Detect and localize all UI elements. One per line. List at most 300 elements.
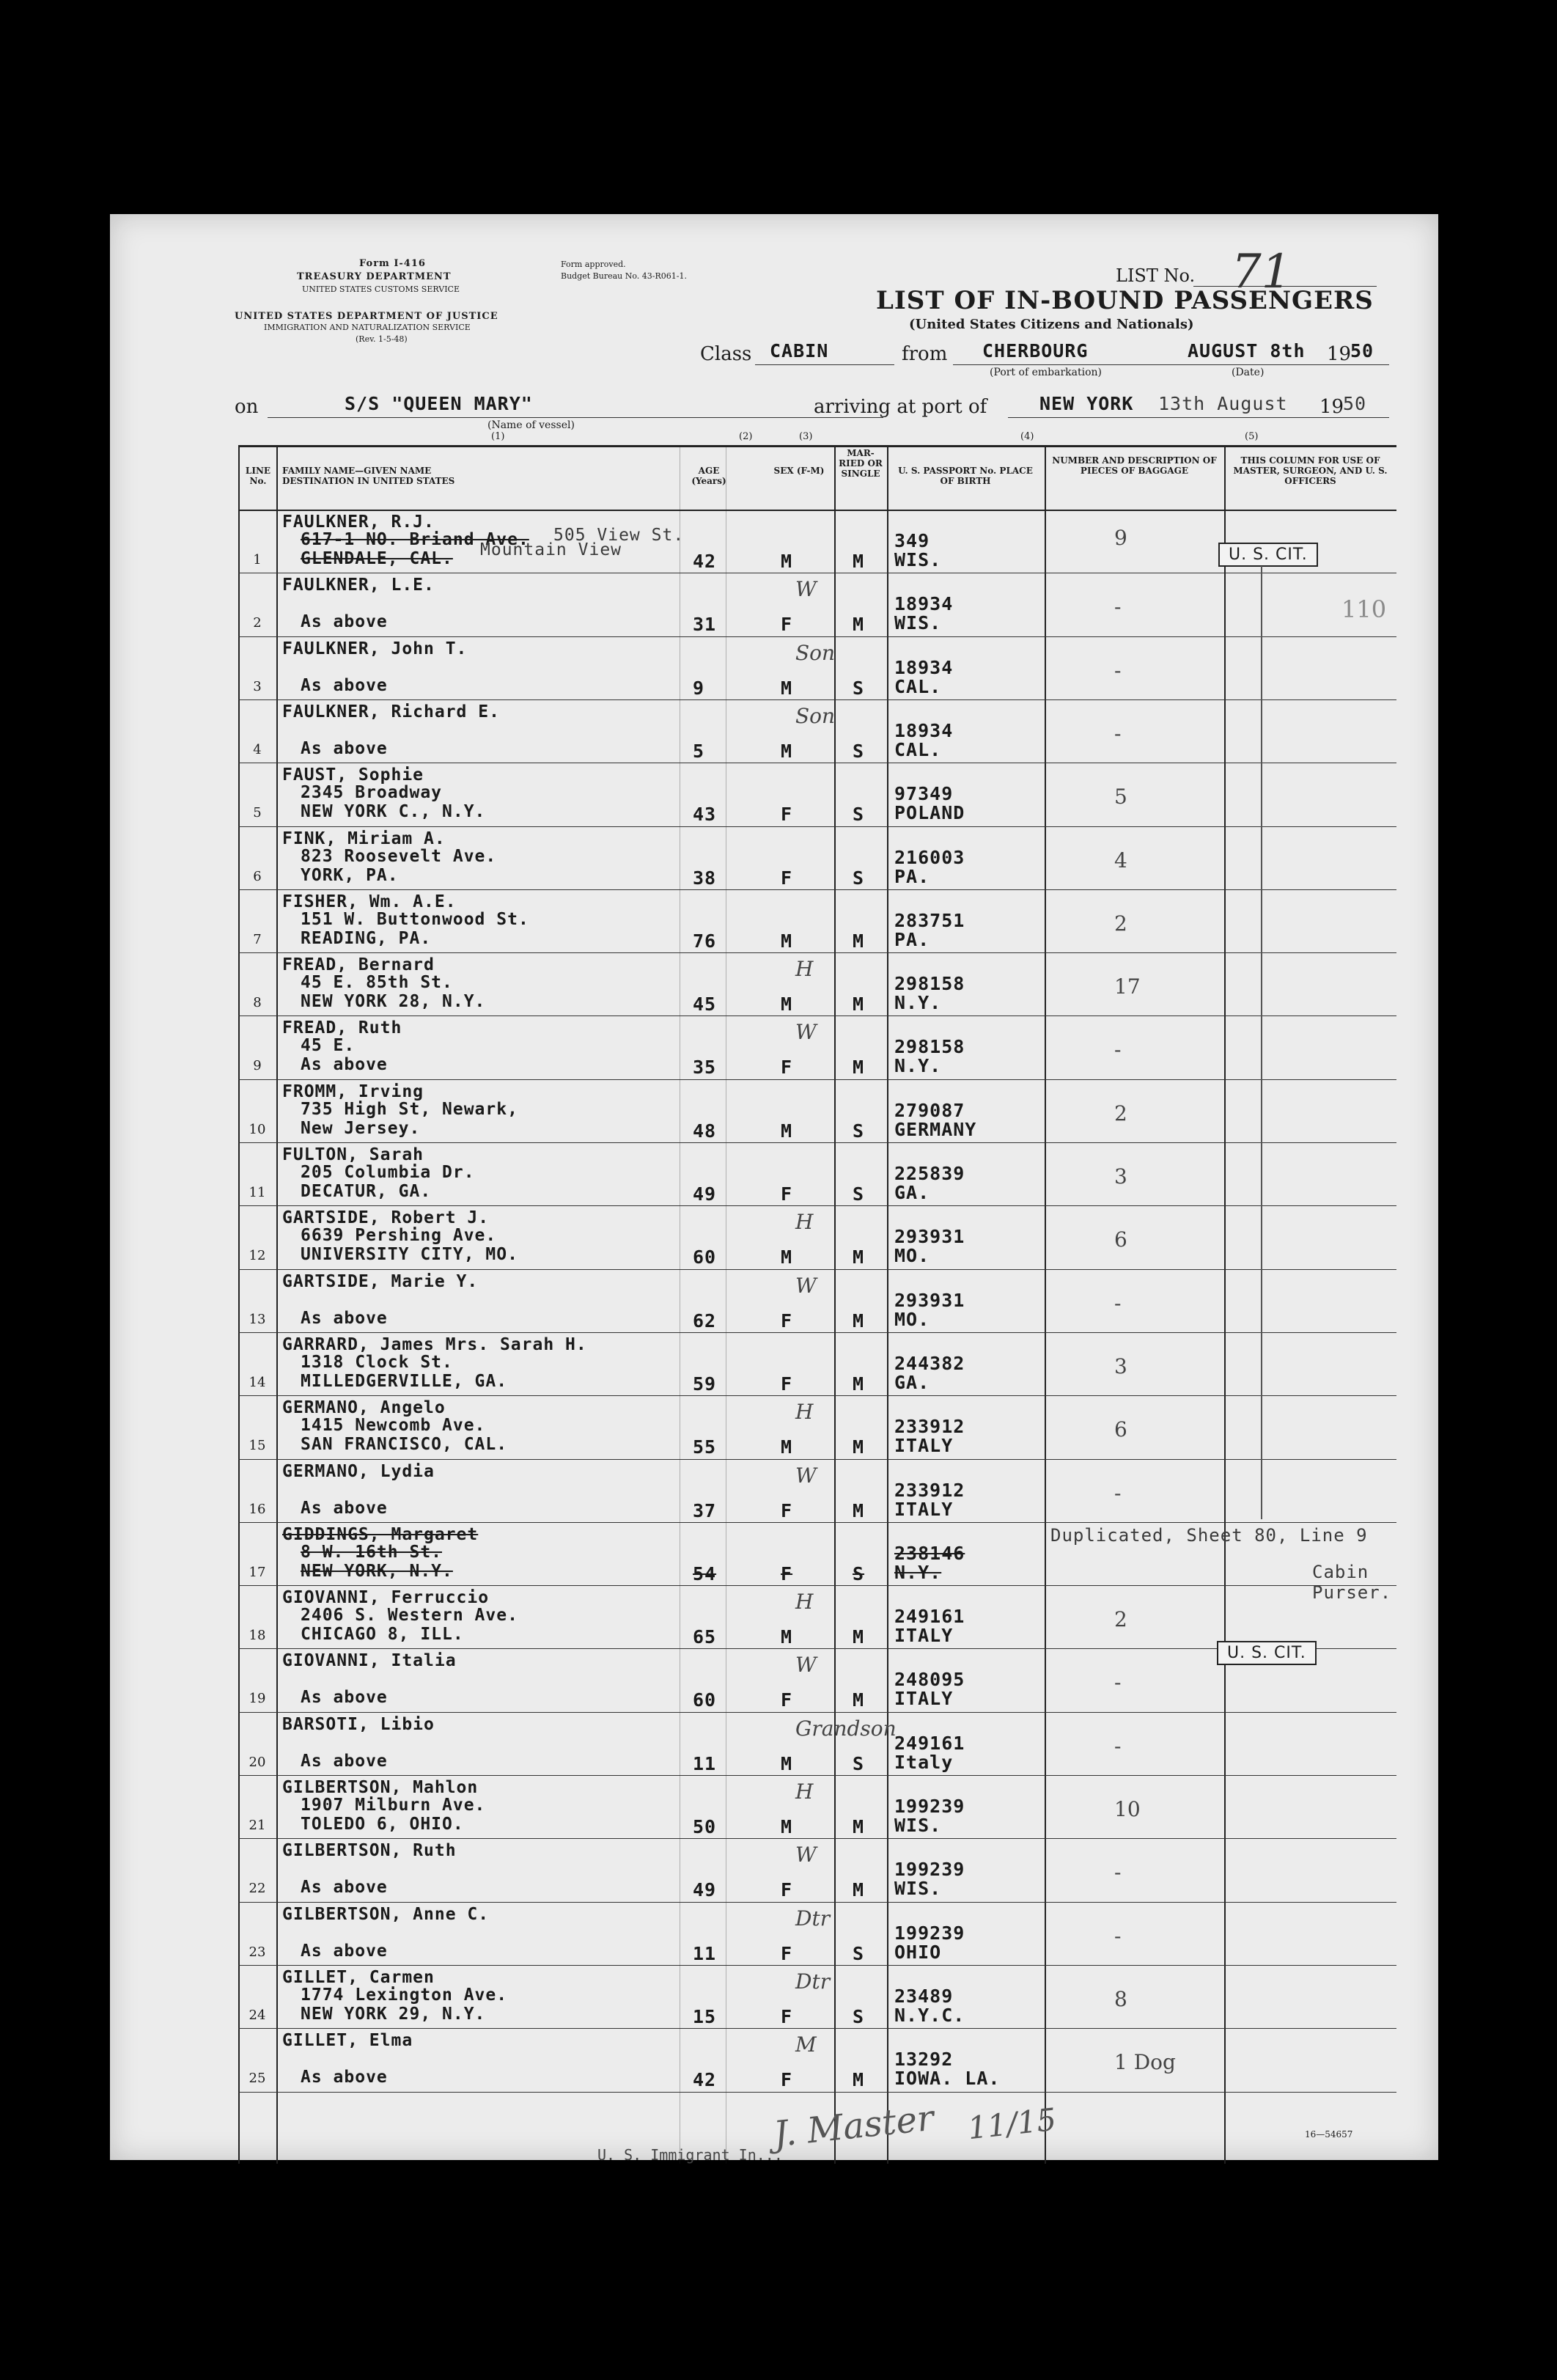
passport-number: 238146 [894, 1542, 965, 1564]
passport-number: 216003 [894, 846, 965, 868]
marital-status: S [853, 677, 865, 699]
col-header-line: LINE No. [245, 466, 271, 486]
address-line: 735 High St, Newark, [301, 1099, 518, 1119]
line-number: 6 [253, 868, 262, 884]
line-number: 14 [249, 1374, 266, 1390]
age: 55 [693, 1436, 717, 1458]
line-number: 16 [249, 1501, 266, 1517]
passport-number: 279087 [894, 1099, 965, 1121]
sex: M [781, 677, 793, 699]
marital-status: S [853, 1183, 865, 1205]
age: 49 [693, 1183, 717, 1205]
passport-number: 97349 [894, 783, 954, 805]
age: 37 [693, 1499, 717, 1521]
place-of-birth: MO. [894, 1308, 930, 1330]
table-row [238, 1142, 1396, 1205]
arrival-year: 50 [1343, 393, 1367, 414]
relationship-note: H [795, 1210, 814, 1235]
table-row [238, 1712, 1396, 1775]
age: 35 [693, 1057, 717, 1079]
customs-service: UNITED STATES CUSTOMS SERVICE [302, 284, 460, 294]
relationship-note: Dtr [795, 1906, 831, 1931]
us-citizen-stamp: U. S. CIT. [1217, 1641, 1317, 1665]
arrival-date: 13th August [1158, 393, 1288, 414]
col-header-age: AGE (Years) [691, 466, 726, 486]
destination: As above [301, 1751, 388, 1771]
marital-status: S [853, 1562, 865, 1584]
place-of-birth: PA. [894, 928, 930, 950]
bracket-line [1261, 566, 1262, 1519]
age: 45 [693, 993, 717, 1015]
table-row [238, 1965, 1396, 2028]
destination: DECATUR, GA. [301, 1182, 432, 1201]
address-line: 1907 Milburn Ave. [301, 1796, 486, 1815]
sex: M [781, 1752, 793, 1774]
passport-number: 23489 [894, 1985, 954, 2007]
place-of-birth: ITALY [894, 1498, 954, 1520]
line-number: 25 [249, 2071, 266, 2087]
baggage-count: 6 [1114, 1417, 1127, 1442]
place-of-birth: ITALY [894, 1625, 954, 1647]
baggage-count: - [1114, 1670, 1122, 1695]
passenger-name: GERMANO, Lydia [282, 1461, 435, 1481]
table-row [238, 573, 1396, 636]
passport-number: 199239 [894, 1796, 965, 1817]
treasury-dept: TREASURY DEPARTMENT [297, 271, 452, 282]
relationship-note: Son [795, 640, 836, 665]
us-citizen-stamp: U. S. CIT. [1218, 543, 1318, 567]
relationship-note: W [795, 1273, 817, 1298]
line-number: 19 [249, 1691, 266, 1707]
arriving-label: arriving at port of [814, 396, 987, 418]
relationship-note: Grandson [795, 1716, 897, 1741]
destination: NEW YORK 29, N.Y. [301, 2004, 486, 2024]
passport-number: 13292 [894, 2049, 954, 2071]
address-line: 45 E. [301, 1036, 356, 1056]
passenger-name: FREAD, Bernard [282, 955, 435, 975]
line-number: 18 [249, 1628, 266, 1644]
marital-status: S [853, 1752, 865, 1774]
marital-status: M [853, 2069, 865, 2091]
relationship-note: H [795, 1590, 814, 1615]
place-of-birth: GERMANY [894, 1118, 977, 1140]
relationship-note: M [795, 2032, 817, 2057]
marital-status: M [853, 1373, 865, 1395]
passenger-name: GILBERTSON, Anne C. [282, 1904, 490, 1924]
col-number-1: (1) [491, 431, 505, 442]
marital-status: M [853, 1689, 865, 1711]
address-line: 1415 Newcomb Ave. [301, 1416, 486, 1436]
line-number: 12 [249, 1248, 266, 1264]
passenger-name: GARTSIDE, Marie Y. [282, 1271, 479, 1291]
list-no-value: 71 [1232, 245, 1292, 299]
table-row [238, 636, 1396, 699]
col-header-baggage: NUMBER AND DESCRIPTION OF PIECES OF BAGGAGE [1052, 455, 1217, 476]
relationship-note: Son [795, 703, 836, 728]
table-row [238, 1269, 1396, 1332]
passport-number: 199239 [894, 1922, 965, 1944]
passport-number: 233912 [894, 1416, 965, 1438]
sex: F [781, 1562, 793, 1584]
baggage-count: - [1114, 1923, 1122, 1948]
destination: As above [301, 1941, 388, 1961]
baggage-count: 1 Dog [1114, 2050, 1176, 2075]
passport-number: 283751 [894, 909, 965, 931]
passenger-name: GIDDINGS, Margaret [282, 1524, 479, 1544]
place-of-birth: Italy [894, 1751, 954, 1773]
baggage-count: 3 [1114, 1164, 1127, 1189]
manifest-sheet [110, 214, 1438, 2164]
passenger-name: FINK, Miriam A. [282, 829, 446, 848]
passenger-name: FAULKNER, L.E. [282, 576, 435, 595]
sex: M [781, 930, 793, 952]
sex: F [781, 2069, 793, 2091]
destination: READING, PA. [301, 928, 432, 948]
age: 42 [693, 551, 717, 572]
sex: M [781, 551, 793, 572]
destination-correction: Mountain View [480, 540, 622, 559]
marital-status: M [853, 1816, 865, 1837]
passport-number: 293931 [894, 1226, 965, 1248]
passenger-name: GIOVANNI, Ferruccio [282, 1588, 490, 1608]
age: 38 [693, 867, 717, 889]
marital-status: M [853, 993, 865, 1015]
destination: As above [301, 738, 388, 758]
date-caption: (Date) [1232, 367, 1265, 378]
document-subtitle: (United States Citizens and Nationals) [909, 317, 1194, 332]
immigrant-stamp: U. S. Immigrant In... [597, 2146, 783, 2164]
passenger-name: GARRARD, James Mrs. Sarah H. [282, 1334, 587, 1354]
sex: F [781, 2005, 793, 2027]
line-number: 7 [253, 931, 262, 947]
destination: As above [301, 1308, 388, 1328]
place-of-birth: WIS. [894, 549, 942, 570]
passenger-name: GERMANO, Angelo [282, 1398, 446, 1418]
arrival-year-prefix: 19 [1319, 396, 1344, 418]
place-of-birth: GA. [894, 1371, 930, 1393]
relationship-note: W [795, 1020, 817, 1045]
passenger-name: FAULKNER, Richard E. [282, 702, 500, 721]
place-of-birth: POLAND [894, 802, 965, 824]
passport-number: 249161 [894, 1732, 965, 1754]
sex: F [781, 1183, 793, 1205]
from-label: from [902, 343, 948, 365]
marital-status: S [853, 804, 865, 826]
relationship-note: H [795, 1400, 814, 1425]
destination: As above [301, 2068, 388, 2087]
document-title: LIST OF IN-BOUND PASSENGERS [876, 286, 1374, 315]
age: 9 [693, 677, 705, 699]
arrival-port: NEW YORK [1039, 393, 1134, 414]
marital-status: M [853, 1057, 865, 1079]
baggage-count: - [1114, 1290, 1122, 1315]
line-number: 20 [249, 1754, 266, 1770]
sex: M [781, 1626, 793, 1648]
passport-number: 298158 [894, 973, 965, 995]
line-number: 21 [249, 1818, 266, 1833]
col-number-2: (2) [739, 431, 753, 442]
baggage-count: 4 [1114, 848, 1127, 873]
address-line: 2406 S. Western Ave. [301, 1606, 518, 1626]
address-line: 823 Roosevelt Ave. [301, 846, 497, 866]
address-line: 205 Columbia Dr. [301, 1163, 475, 1182]
destination: NEW YORK C., N.Y. [301, 802, 486, 822]
destination: MILLEDGERVILLE, GA. [301, 1371, 508, 1391]
place-of-birth: CAL. [894, 675, 942, 697]
address-line: 1318 Clock St. [301, 1352, 453, 1372]
margin-number: 110 [1341, 595, 1387, 623]
destination: As above [301, 1688, 388, 1708]
marital-status: M [853, 1879, 865, 1901]
col-header-name: FAMILY NAME—GIVEN NAME DESTINATION IN UNITED STATES [282, 466, 455, 486]
destination: CHICAGO 8, ILL. [301, 1625, 464, 1645]
baggage-count: 5 [1114, 785, 1127, 809]
sex: F [781, 1057, 793, 1079]
place-of-birth: N.Y.C. [894, 2004, 965, 2026]
sex: M [781, 993, 793, 1015]
col-number-4: (4) [1020, 431, 1034, 442]
destination: GLENDALE, CAL. [301, 549, 453, 568]
place-of-birth: ITALY [894, 1435, 954, 1457]
baggage-count: - [1114, 1733, 1122, 1758]
destination: As above [301, 675, 388, 695]
baggage-count: 17 [1114, 974, 1141, 999]
sex: F [781, 1689, 793, 1711]
address-line: 45 E. 85th St. [301, 973, 453, 993]
table-row [238, 1332, 1396, 1395]
signature-initials: 11/15 [965, 2101, 1059, 2147]
place-of-birth: ITALY [894, 1688, 954, 1710]
passenger-name: FREAD, Ruth [282, 1018, 402, 1038]
sex: F [781, 614, 793, 636]
destination: As above [301, 1498, 388, 1518]
line-number: 1 [253, 552, 262, 568]
departure-year-prefix: 19 [1327, 343, 1352, 365]
address-line: 2345 Broadway [301, 783, 443, 803]
budget-bureau: Budget Bureau No. 43-R061-1. [561, 271, 688, 281]
table-row [238, 1395, 1396, 1458]
passport-number: 199239 [894, 1859, 965, 1881]
passport-number: 244382 [894, 1352, 965, 1374]
relationship-note: H [795, 1780, 814, 1804]
sex: F [781, 1310, 793, 1332]
place-of-birth: N.Y. [894, 992, 942, 1014]
col-header-passport: U. S. PASSPORT No. PLACE OF BIRTH [898, 466, 1033, 486]
place-of-birth: N.Y. [894, 1561, 942, 1583]
address-line: 8 W. 16th St. [301, 1542, 443, 1562]
age: 76 [693, 930, 717, 952]
baggage-count: 9 [1114, 526, 1127, 550]
age: 59 [693, 1373, 717, 1395]
passport-number: 225839 [894, 1163, 965, 1184]
baggage-count: 2 [1114, 1101, 1127, 1125]
departure-date: AUGUST 8th [1188, 340, 1306, 361]
marital-status: S [853, 740, 865, 762]
form-number: Form I-416 [359, 258, 426, 269]
marital-status: M [853, 1436, 865, 1458]
baggage-count: 8 [1114, 1986, 1127, 2011]
address-line: 151 W. Buttonwood St. [301, 909, 529, 929]
address-correction: 505 View St. [553, 526, 685, 545]
marital-status: M [853, 614, 865, 636]
passenger-name: GILBERTSON, Mahlon [282, 1778, 479, 1797]
destination: New Jersey. [301, 1118, 421, 1138]
passport-number: 18934 [894, 719, 954, 741]
vessel-caption: (Name of vessel) [487, 419, 575, 431]
marital-status: M [853, 1626, 865, 1648]
class-label: Class [700, 343, 752, 365]
line-number: 8 [253, 995, 262, 1011]
relationship-note: Dtr [795, 1969, 831, 1994]
list-no-label: LIST No. [1116, 265, 1196, 286]
line-number: 22 [249, 1881, 266, 1897]
baggage-count: - [1114, 658, 1122, 683]
age: 54 [693, 1562, 717, 1584]
baggage-count: 2 [1114, 1607, 1127, 1632]
form-approved: Form approved. [561, 260, 626, 269]
line-number: 17 [249, 1564, 266, 1580]
passenger-name: FAULKNER, John T. [282, 639, 468, 658]
justice-dept: UNITED STATES DEPARTMENT OF JUSTICE [235, 311, 498, 322]
relationship-note: W [795, 1463, 817, 1488]
place-of-birth: WIS. [894, 1878, 942, 1900]
relationship-note: W [795, 1653, 817, 1678]
line-number: 3 [253, 678, 262, 694]
baggage-count: - [1114, 721, 1122, 746]
age: 49 [693, 1879, 717, 1901]
passenger-name: GIOVANNI, Italia [282, 1651, 457, 1671]
col-header-married: MAR-RIED OR SINGLE [839, 448, 883, 479]
marital-status: M [853, 1246, 865, 1268]
embarkation-port: CHERBOURG [982, 340, 1089, 361]
place-of-birth: N.Y. [894, 1055, 942, 1077]
on-label: on [235, 396, 259, 418]
place-of-birth: WIS. [894, 1815, 942, 1836]
passenger-name: FAULKNER, R.J. [282, 513, 435, 532]
age: 60 [693, 1689, 717, 1711]
passport-number: 18934 [894, 593, 954, 615]
line-number: 15 [249, 1438, 266, 1454]
line-number: 24 [249, 2007, 266, 2023]
passport-number: 293931 [894, 1289, 965, 1311]
col-number-5: (5) [1245, 431, 1259, 442]
passenger-name: GILLET, Carmen [282, 1967, 435, 1987]
table-row [238, 952, 1396, 1015]
baggage-count: - [1114, 1037, 1122, 1062]
sex: M [781, 1246, 793, 1268]
sex: F [781, 1499, 793, 1521]
sex: F [781, 867, 793, 889]
place-of-birth: IOWA. LA. [894, 2068, 1001, 2090]
sex: M [781, 1436, 793, 1458]
passenger-name: FULTON, Sarah [282, 1145, 424, 1164]
destination: NEW YORK 28, N.Y. [301, 992, 486, 1012]
destination: As above [301, 1055, 388, 1075]
marital-status: S [853, 1120, 865, 1142]
relationship-note: W [795, 577, 817, 602]
table-row [238, 1902, 1396, 1965]
sex: F [781, 804, 793, 826]
passport-number: 298158 [894, 1036, 965, 1058]
line-number: 5 [253, 805, 262, 821]
purser-note: Cabin Purser. [1312, 1561, 1392, 1603]
passenger-table [238, 445, 1396, 2168]
table-row [238, 699, 1396, 763]
line-number: 10 [249, 1121, 266, 1137]
vessel-name: S/S "QUEEN MARY" [345, 393, 533, 414]
age: 15 [693, 2005, 717, 2027]
marital-status: S [853, 867, 865, 889]
age: 48 [693, 1120, 717, 1142]
passenger-name: BARSOTI, Libio [282, 1714, 435, 1734]
passenger-name: GILLET, Elma [282, 2031, 413, 2051]
table-row [238, 1585, 1396, 1648]
col-header-officers: THIS COLUMN FOR USE OF MASTER, SURGEON, AND U. S. OFFICERS [1233, 455, 1388, 486]
passport-number: 249161 [894, 1606, 965, 1628]
class-value: CABIN [770, 340, 829, 361]
destination: As above [301, 612, 388, 632]
destination: NEW YORK, N.Y. [301, 1561, 453, 1581]
col-header-sex: SEX (F-M) [773, 466, 825, 476]
place-of-birth: MO. [894, 1245, 930, 1267]
departure-year: 50 [1350, 340, 1374, 361]
address-line: 617-1 NO. Briand Ave. [301, 530, 529, 549]
marital-status: S [853, 2005, 865, 2027]
marital-status: M [853, 1499, 865, 1521]
age: 31 [693, 614, 717, 636]
col-number-3: (3) [799, 431, 813, 442]
table-row [238, 826, 1396, 889]
passport-number: 233912 [894, 1479, 965, 1501]
age: 65 [693, 1626, 717, 1648]
table-row [238, 1079, 1396, 1142]
place-of-birth: OHIO [894, 1941, 942, 1963]
sex: F [781, 1942, 793, 1964]
destination: As above [301, 1878, 388, 1898]
table-row [238, 1459, 1396, 1522]
place-of-birth: WIS. [894, 612, 942, 634]
place-of-birth: PA. [894, 865, 930, 887]
age: 50 [693, 1816, 717, 1837]
line-number: 11 [249, 1185, 266, 1200]
sex: M [781, 740, 793, 762]
baggage-count: 3 [1114, 1354, 1127, 1378]
place-of-birth: GA. [894, 1182, 930, 1203]
line-number: 4 [253, 741, 262, 757]
sex: F [781, 1373, 793, 1395]
baggage-count: - [1114, 595, 1122, 620]
duplicate-note: Duplicated, Sheet 80, Line 9 [1050, 1524, 1368, 1546]
age: 60 [693, 1246, 717, 1268]
relationship-note: H [795, 957, 814, 982]
passenger-name: FAUST, Sophie [282, 765, 424, 785]
sex: F [781, 1879, 793, 1901]
relationship-note: W [795, 1843, 817, 1867]
marital-status: M [853, 1310, 865, 1332]
passenger-name: FROMM, Irving [282, 1081, 424, 1101]
marital-status: M [853, 930, 865, 952]
marital-status: M [853, 551, 865, 572]
sex: M [781, 1120, 793, 1142]
table-row [238, 1015, 1396, 1079]
destination: UNIVERSITY CITY, MO. [301, 1245, 518, 1265]
age: 5 [693, 740, 705, 762]
master-signature: J. Master [771, 2097, 936, 2156]
marital-status: S [853, 1942, 865, 1964]
table-row [238, 1775, 1396, 1838]
passenger-name: FISHER, Wm. A.E. [282, 892, 457, 911]
table-row [238, 889, 1396, 952]
